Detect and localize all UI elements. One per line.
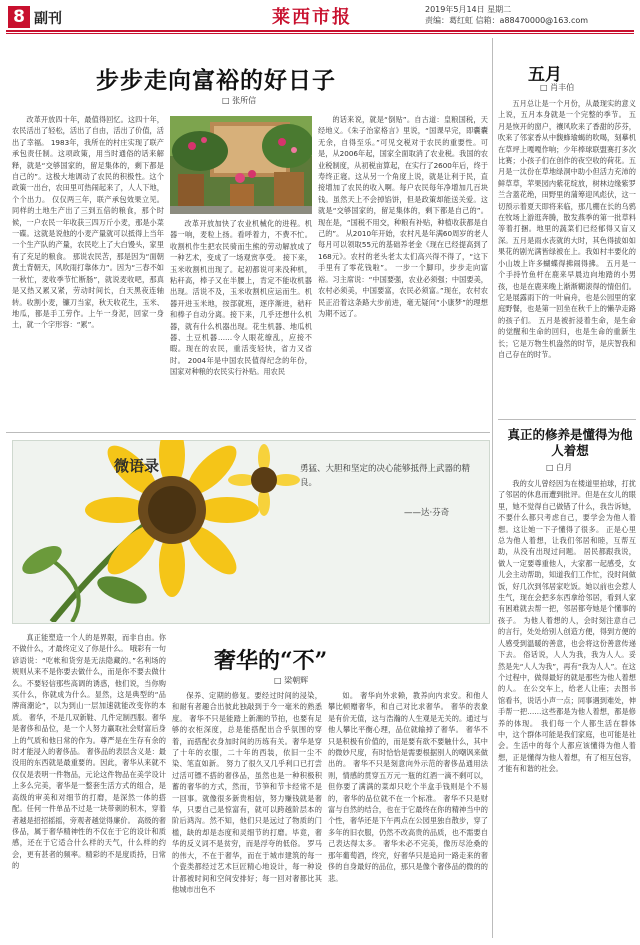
column-divider	[492, 38, 493, 938]
article-body	[498, 98, 636, 416]
section-divider	[6, 432, 490, 433]
dateline	[425, 4, 588, 26]
article-text: 保养、定期的修复。要经过时间的浸染，和耐有者趣合出彼此独敲到于今一毫米的熟悉度。 奢华不只是能踏上新潮的节拍，也要有足够的衣柜深度，总是能搭配出合乎氛围的穿着，而搭配衣身加时间的历练有关。奢华是穿了十年的衣服，二十年的西装，依旧一尘不染、笔直如新。 努力了很久又几乎利口已打尝过活可镖不搭的奢侈品，虽然也是一种积极积蓄的奢华的方式，然而，节笋和节卡经常不是一回事。就像很多新贵相信，努力赚钱就是奢华，只要自己是惊富有，就可以跨越阶层本的阶后鸿沟。然不知，他们只是远过了物质的门槛，缺的却是态度和灵细节的打磨。毕竟，奢华的反义词不是贫穷，而是浮夸的低俗。 罗马的伟大，不在于奢华，而在于城市建筑的每一个瓷类都经过艺术巨匠精心地设计，每一种设计都被时间和空间安排好；每一回对奢都比其他城市出色不	[172, 691, 322, 894]
newspaper-masthead: 莱西市报	[272, 7, 352, 28]
article-byline: □ 白月	[546, 463, 573, 472]
quote-heading: 微语录	[114, 457, 160, 475]
article-text: 改革开放加快了农业机械化的进程。机器一响，麦粒上扬。看呼着力，不费不忙。收割机作生把农民骑而生熊的劳动解放成了一种艺术，变成了一场观赏享受。 接下来，玉米收割机出现了。起初都说可来没种机，粘秆高，棒子又在半腰上，肯定不能收机器出现。活说不及，玉米收割机应运而生。机器开进玉米地，按部就班，逐序渐进，秸秆和棒子自动分离。接下来，几乎还想什么机器，就有什么机器出现。花生机器、地瓜机器、土豆机器……令人眼花缭乱，应接不暇。现在的农民，重活变轻快，省力又省时。 2004年是中国农民值得纪念的年份，国家对种粮的农民实行补贴。用农民	[170, 219, 312, 377]
article-column-1	[12, 632, 166, 938]
header-rule-thin	[6, 33, 634, 34]
quote-text: 勇猛、大胆和坚定的决心能够抵得上武器的精良。	[300, 464, 471, 488]
article-body	[498, 478, 636, 938]
article-byline: □ 肖丰伯	[540, 83, 575, 92]
article-text: 我的女儿曾经因为在楼道里拍球，打扰了邻居的休息而遭到批评。但是在女儿的眼里，她不觉得自己做错了什么，我告诉她，不要什么都只考虑自己，要学会为他人着想。这让她一下子懂得了很多。 正是心里总为他人着想，让我们邻居和睦，互帮互助，从没有出现过问题。 居民都跟我说，做人一定要尊重他人，大家都一起感受，女儿会主动帮助，知道我们工作忙，没时间做饭，好几次到邻居家吃饭。她以前也会惹人生气，现在会把多东西拿给邻居，看到人家有困难就去帮一把，邻居都夸她是个懂事的孩子。 为他人着想的人，会时刻注意自己的言行，处处给别人创造方便，得到方便的人感受到温暖的善意，也会将这份善意传递下去。 俗话说，人人为我，我为人人。妥然是先“人人为我”，再有“我为人人”。在这个过程中，做得最好的就是那些为他人着想的人。 在公交车上，给老人让座；去图书馆看书，说话小声一点；同事遇到难处，伸手帮一把……这些都是为他人着想，都是修养的体现。 我们每一个人都生活在群体中，这个群体可能是我们家庭，也可能是社会。生活中的每个人都应该懂得为他人着想，正是懂得为他人着想，有了相互包容，才能有和谐的社会。	[498, 479, 636, 774]
article-text: 真正能塑造一个人的是界限，而非自由。你不做什么，才最终定义了你是什么。 哦彩有一句谚语说：“吃帐和货穷是无法隐藏的。”名利场的规则从来不是你要去做什么，而是你不要去做什么。不要轻信那些高调的诱惑，他们说，当你购买什么，你就成为什么。显然，这是典型的“品牌商潮论”，以为到山一层加速就能改变你的本质。 奢华，不是几双新鞋、几件定制西服。奢华是奢侈和品位，是一个人努力赢取社会财富后身上的气质和他日常的作为。尊严是在生存有余的时才能浸入的奢侈品。 奢侈品的表层含义是：最没用的东西就是最重要的。因此，奢华从来就不仅仅是表明一件物品，元论这件物品在美学设计上多么完美，奢华是一整套生活方式的组合，是高级的审美和对细节的打磨，是深然一体的搭配。任何一件单品不过是一块带刺的积木，穿着者越是招招摇摇，旁观者越觉得廉价。 高级的奢侈品，属于奢华精神性的不仅在于它的设计和质感，还在于它适合什么样的天气，什么样的约会，更有甚者的频率。精彩的不是度质持，日常的	[12, 633, 166, 871]
right-section-divider	[498, 419, 636, 420]
article-text: 如。 奢华向外求赖，教养向内求安。和他人攀比顿赠奢华，和自己对比求奢华。 奢华的表象是有价无值，这与浩瀚的人生观是无关的。通过与他人攀比平衡心理，品位就输掉了奢华。 奢华不只是积极有价值的，而是要有欲不要触什么，其中的微妙尺度，有时恰恰是需要根据别人的嘲讽来做出的。 奢华不只是刻意向外示范的奢侈品通用法则，情感的贯穿五万元一瓶的红酒一滴不剩可以，但你要了满满的菜却只吃个半盒手钱则是个不易的，奢华的品位就不在一个标准。 奢华不只是财富与自然的结合，也在于它最终在你的精神当中的个性，奢华还是下午两点在公园里独自散步，穿了多年的旧衣服，仍然不改高贵的品质，也不需要自己表达得太多。 奢华未必不完美，像历尽沧桑的那年葡萄酒，终究，好奢华只是追问一路走来的奢侈的自身最好的品位，那只是像个奢侈品的微的的悲。	[328, 691, 488, 883]
section-name: 副刊	[34, 11, 62, 27]
article-column-2	[170, 218, 312, 429]
article-column-2	[172, 690, 322, 938]
article-column-3	[328, 690, 488, 938]
page-number: 8	[8, 6, 30, 28]
article-title: 五月	[528, 65, 562, 85]
article-title: 真正的修养是懂得为他人着想	[507, 427, 633, 458]
article-text: 改革开放四十年，最值得回忆。这四十年，农民活出了轻松，活出了自由，活出了价值，活出了幸福。 1983年，我所在的村庄实现了联产承包责任制。这项政策，用当时通俗的话来解释，就是“交够国家的，留足集体的，剩下都是自己的”。这极大地调动了农民的积极性。这个政策一出台，农田里可热闹起来了，人人下地，个个出力。 仅仅两三年，联产承包效果立见。同样的土地生产出了三到五倍的粮食，那个时候，一户农民一年收获三四万斤小麦，那是小菜一碟。这就是说他的小麦产量就可以抵得上当年一个生产队的产量，农民吃上了大白馒头，家里有了充足的粮食。 那说农民苦，那是因为“面朝黄土背朝天，风吹雨打靠体力”。因为“三春不如一秋忙，麦收季节忙断肠”，就说麦收吧，那真是又热又累又紧，劳动时间长，白天黑夜连轴转。收割小麦，镰刀当家，秋天收花生，玉米、地瓜，都是手工劳作。上午一身泥，回家一身土，就一个字形容：“累”。	[12, 115, 164, 330]
article-byline: □ 张所信	[222, 96, 257, 105]
article-title: 奢华的“不”	[214, 648, 328, 674]
article-title: 步步走向富裕的好日子	[96, 67, 336, 94]
editor-contact: 责编：葛红虹 信箱：a88470000@163.com	[425, 16, 589, 25]
article-byline: □ 梁朝辉	[274, 676, 309, 685]
header-rule	[6, 30, 634, 32]
article-column-3	[318, 114, 488, 429]
date-text: 2019年5月14日 星期二	[425, 5, 512, 14]
article-text: 的话来说，就是“倒贴”。自古道：皇粮国税，天经地义。《朱子治家格言》里说，“国课早完，即囊囊无余，自得至乐。”可见交税对于农民的重要性。可是，从2006年起，国家全面取消了农业税。我国的农业税制度，从初税亩算起，在实行了2600年后，终于寿终正寝。这从另一个角度上说，就是让利于民，直接增加了农民的收入啊。每户农民每年净增加几百块钱。虽然天上不会掉馅饼，但是政策却能送关爱。这就是“交够国家的，留足集体的，剩下都是自己的”。现在是，“国税不用交，种粮有补贴，种植收获都是自己的”。 从2010年开始，农村凡是年满60周岁的老人每月可以领取55元的基础养老金《现在已经提高到了168元》。农村的老头老太太们高兴得不得了，“这下手里有了零花钱啦”。 一步一个脚印，步步走向富裕。习主席说：“中国要强，农业必须强；中国要美，农村必须美，中国要富，农民必须富。”现在，农村农民正沿着这条路大步前进，毫无疑问“小康梦”的理想为期不远了。	[318, 115, 488, 318]
article-column-1	[12, 114, 164, 429]
article-text: 五月总让是一个月份，从最现实的意义上说，五月本身就是一个完整的季节。 五月是恢开的窗户，禳风吹来了香甜的莎芬，吹来了邻家香从中馥蜂瑜蝎的吹喝，刻摹机在草坪上嘎嘎作响；少年棒球联盟赛打多次比赛；小孩子们在创作的夜空收的荷花。五月是一汰份在草地绿洞中助小但活力充沛的鲜草草，苹果园内紫花绽放，树林边缘紫罗兰含蓋花绝，田野里的蒲筹迎风彪伏，这一切预示着夏天即将来临，那几棚在长的乌鸦在牧场上游逛奔腾，散发燕季的第一批草料等着打捆。地里的蔬菜们已经郁得又盲又深。五月是雨水丧就的大时，其色得拔如如果花的剧光满皆绿被在上。我如村丰要化的小山坡上许多蝴蝶得拂闹得拂。 五月是一个手持竹鱼杆在鹿来早晨边向地踏的小男孩，也是在鹿来晚上渐渐糊滚得的情侣们。它是展露雨下的一叶扁舟，也是公园里的家庭野餐，也是第一回坐在秋千上的懒孕走路的孩子们。 五月是被折浸着生命，是生命的觉醒和生命的回归，也是生命的重新生长；它是万物生机盎然的时节，是庆智我和自己存在的时节。	[498, 99, 636, 359]
flower-pots-photo	[170, 116, 312, 214]
quote-attribution: ——达·芬奇	[404, 508, 450, 518]
